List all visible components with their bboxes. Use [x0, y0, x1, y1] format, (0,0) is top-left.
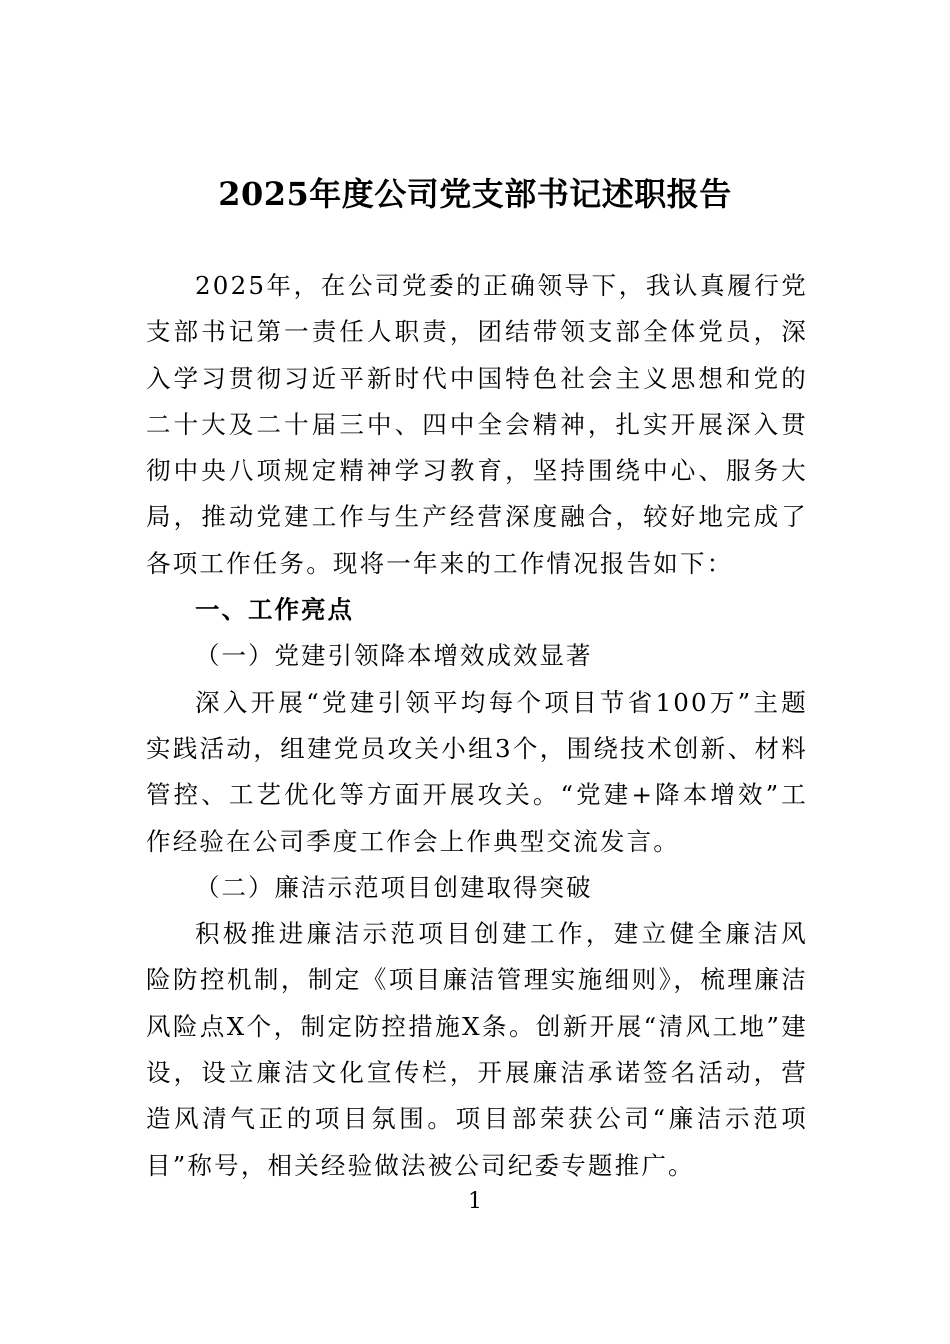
- cost-reduction-paragraph: 深入开展“党建引领平均每个项目节省100万”主题实践活动，组建党员攻关小组3个，围绕技术创新、材料管控、工艺优化等方面开展攻关。“党建+降本增效”工作经验在公司季度工作会上作典型交流发言。: [146, 687, 808, 856]
- document-title: 2025年度公司党支部书记述职报告: [218, 175, 732, 213]
- intro-paragraph: 2025年，在公司党委的正确领导下，我认真履行党支部书记第一责任人职责，团结带领支部全体党员，深入学习贯彻习近平新时代中国特色社会主义思想和党的二十大及二十届三中、四中全会精神，扎实开展深入贯彻中央八项规定精神学习教育，坚持围绕中心、服务大局，推动党建工作与生产经营深度融合，较好地完成了各项工作任务。现将一年来的工作情况报告如下：: [146, 271, 808, 578]
- document-body: [146, 263, 808, 1189]
- page-number: 1: [468, 1189, 482, 1214]
- integrity-project-paragraph: 积极推进廉洁示范项目创建工作，建立健全廉洁风险防控机制，制定《项目廉洁管理实施细则》，梳理廉洁风险点X个，制定防控措施X条。创新开展“清风工地”建设，设立廉洁文化宣传栏，开展廉洁承诺签名活动，营造风清气正的项目氛围。项目部荣获公司“廉洁示范项目”称号，相关经验做法被公司纪委专题推广。: [146, 919, 808, 1180]
- subsection-heading-integrity-project: （二）廉洁示范项目创建取得突破: [195, 872, 593, 902]
- subsection-heading-cost-reduction: （一）党建引领降本增效成效显著: [195, 641, 593, 671]
- section-heading-highlights: 一、工作亮点: [195, 595, 354, 625]
